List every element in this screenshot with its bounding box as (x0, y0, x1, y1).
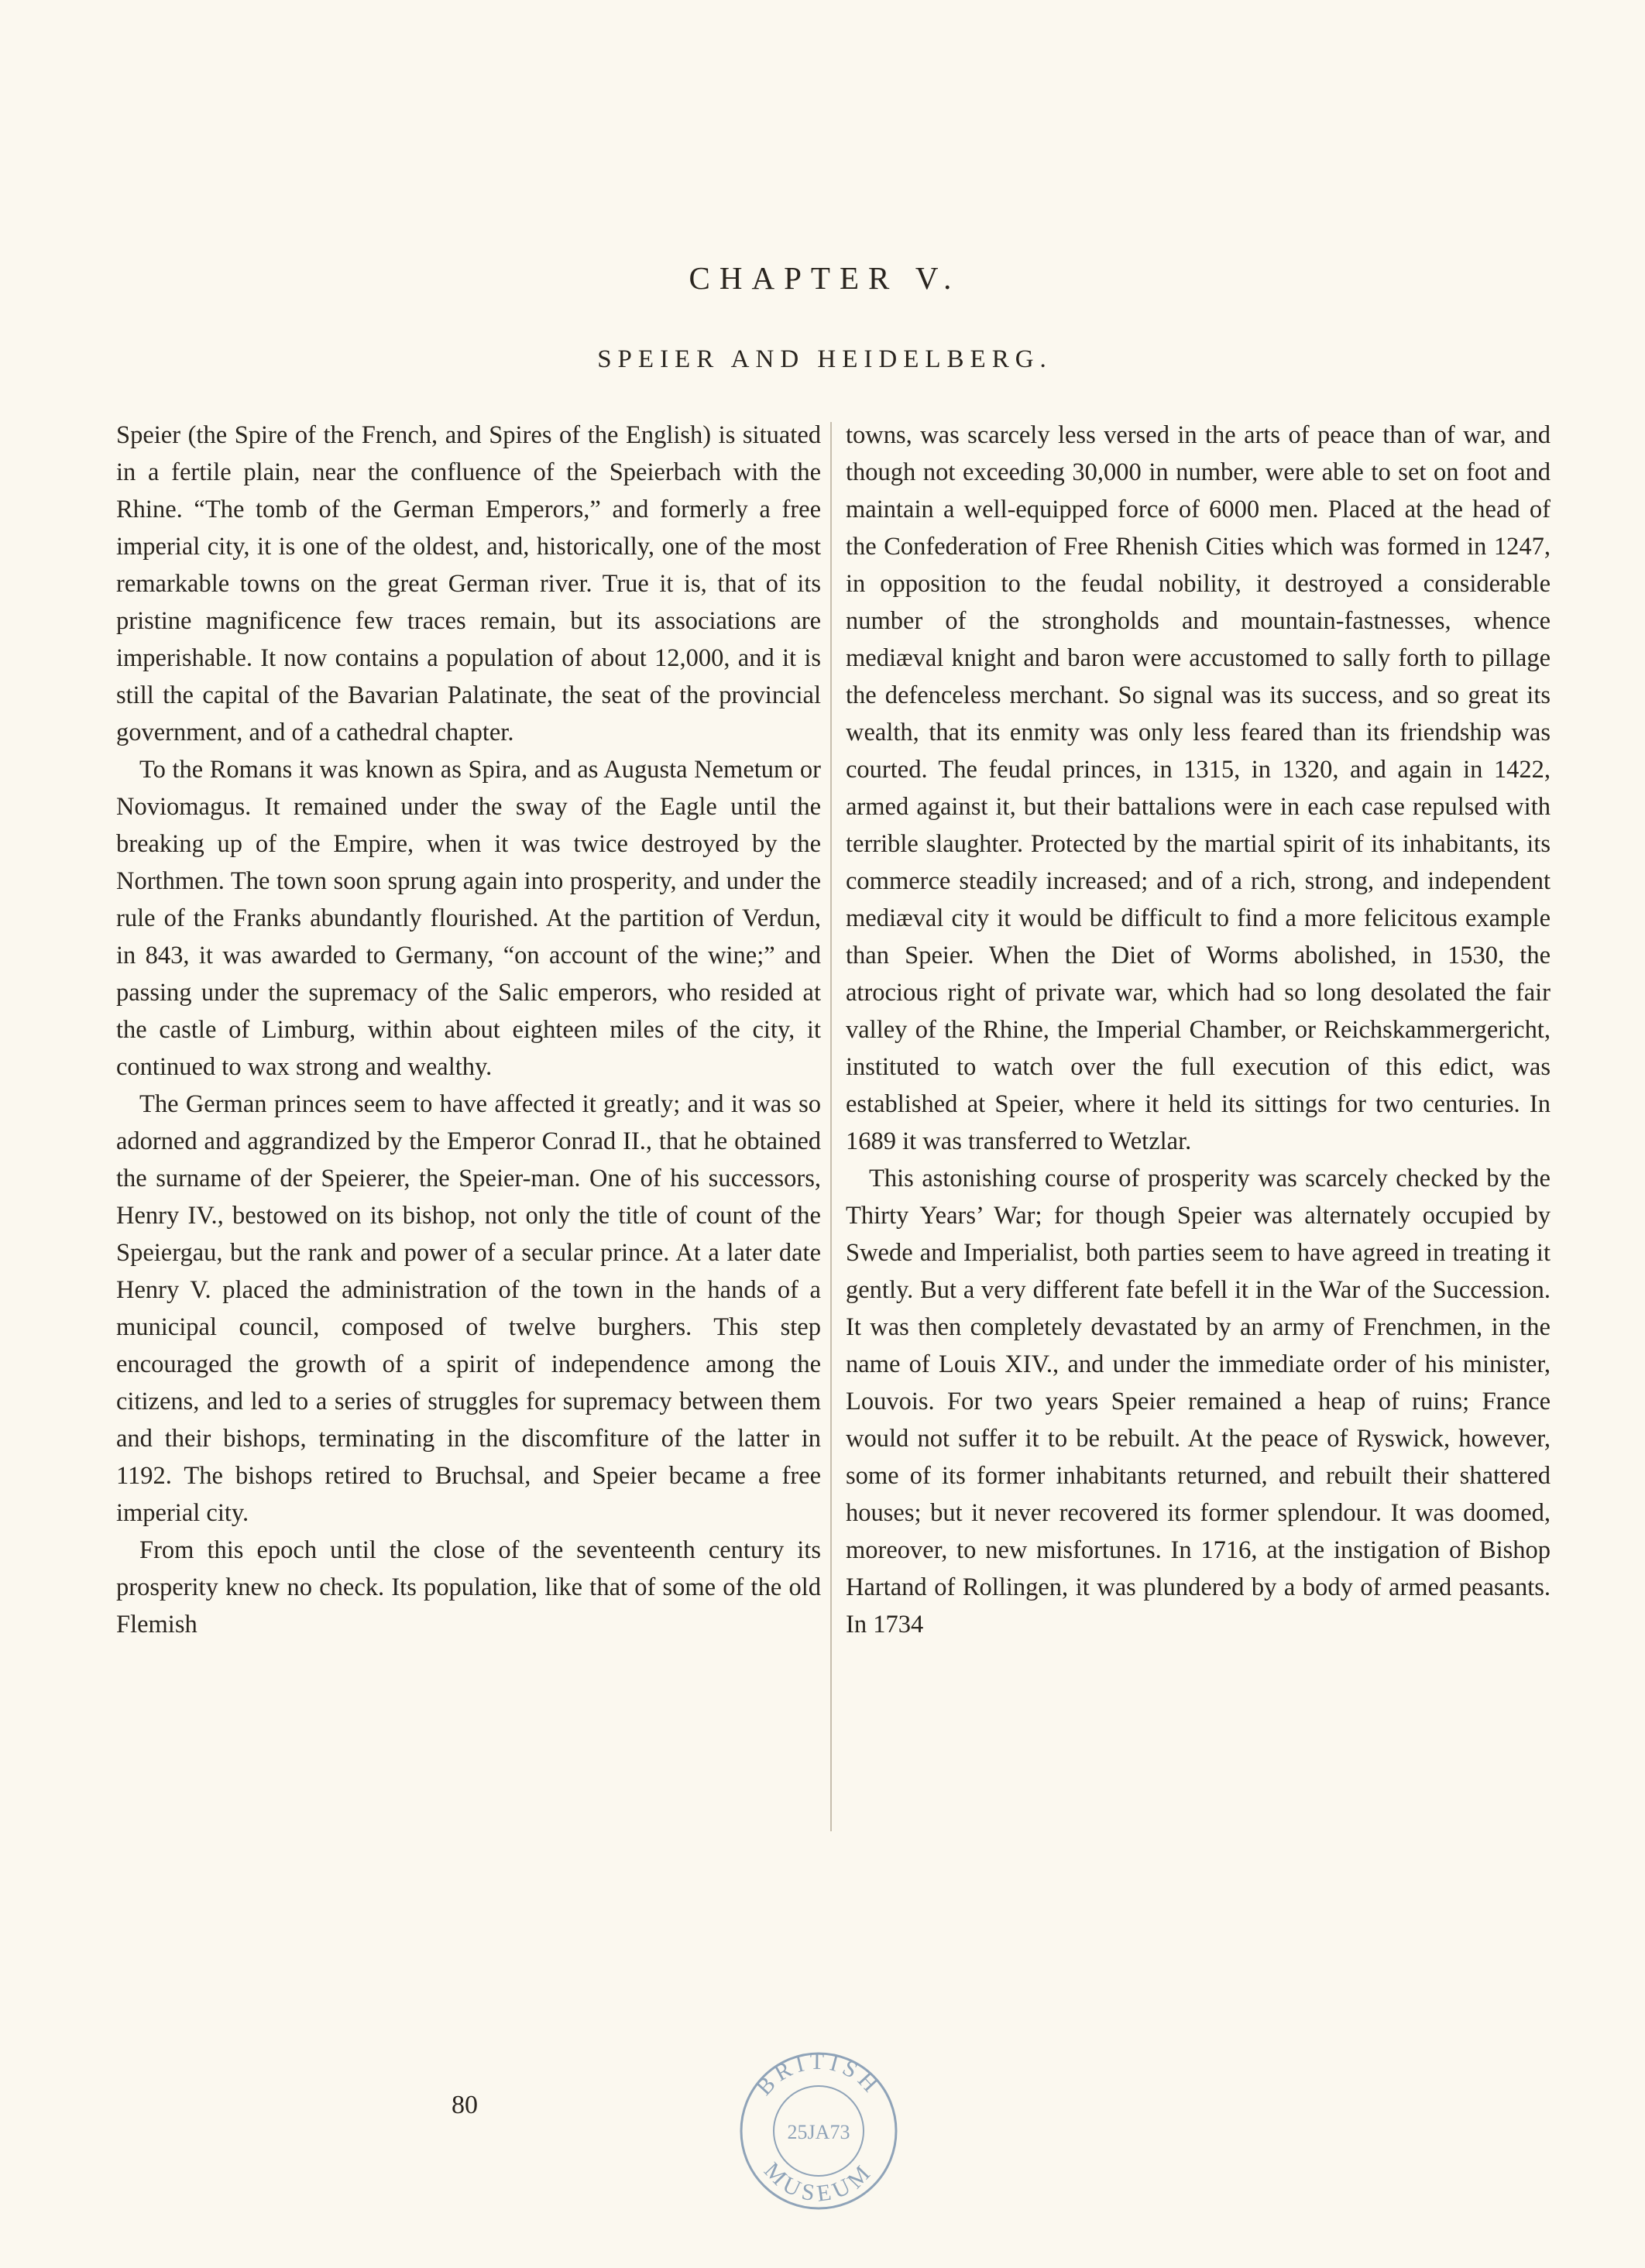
paragraph-5: This astonishing course of prosperity was scarcely checked by the Thirty Years’ War; for though Speier was alternately occupied by Swede and Imperialist, both parties seem to have agreed in treating it gently. But a very different fate befell it in the War of the Succession. It was then completely devastated by an army of Frenchmen, in the name of Louis XIV., and under the immediate order of his minister, Louvois. For two years Speier remained a heap of ruins; France would not suffer it to be rebuilt. At the peace of Ryswick, however, some of its former inhabitants returned, and rebuilt their shattered houses; but it never recovered its former splendour. It was doomed, moreover, to new misfortunes. In 1716, at the instigation of Bishop Hartand of Rollingen, it was plundered by a body of armed peasants. In 1734 (846, 1165, 1551, 1638)
paragraph-4: From this epoch until the close of the seventeenth century its prosperity knew no check. Its population, like that of some of the old Flemish (116, 1536, 821, 1638)
chapter-heading: CHAPTER V. (689, 260, 961, 296)
column-divider (830, 422, 832, 1831)
library-stamp (732, 2044, 906, 2218)
svg-text:MUSEUM: MUSEUM (759, 2157, 878, 2207)
stamp-date: 25JA73 (787, 2121, 850, 2143)
svg-text:BRITISH: BRITISH (750, 2048, 886, 2101)
paragraph-3: The German princes seem to have affected it greatly; and it was so adorned and aggrandized by the Emperor Conrad II., that he obtained the surname of der Speierer, the Speier-man. One of his successors, Henry IV., bestowed on its bishop, not only the title of count of the Speiergau, but the rank and power of a secular prince. At a later date Henry V. placed the administration of the town in the hands of a municipal council, composed of twelve burghers. This step encouraged the growth of a spirit of independence among the citizens, and led to a series of struggles for supremacy between them and their bishops, terminating in the discomfiture of the latter in 1192. The bishops retired to Bruchsal, and Speier became a free imperial city. (116, 1090, 821, 1527)
museum-stamp-icon (732, 2044, 906, 2218)
chapter-title: SPEIER AND HEIDELBERG. (597, 345, 1053, 373)
paragraph-1: Speier (the Spire of the French, and Spires of the English) is situated in a fertile plain, near the confluence of the Speierbach with the Rhine. “The tomb of the German Emperors,” and formerly a free imperial city, it is one of the oldest, and, historically, one of the most remarkable towns on the great German river. True it is, that of its pristine magnificence few traces remain, but its associations are imperishable. It now contains a population of about 12,000, and it is still the capital of the Bavarian Palatinate, the seat of the provincial government, and of a cathedral chapter. (116, 421, 821, 746)
page-number: 80 (452, 2091, 478, 2119)
paragraph-4-continued: towns, was scarcely less versed in the arts of peace than of war, and though not exceeding 30,000 in number, were able to set on foot and maintain a well-equipped force of 6000 men. Placed at the head of the Confederation of Free Rhenish Cities which was formed in 1247, in opposition to the feudal nobility, it destroyed a considerable number of the strongholds and mountain-fastnesses, whence mediæval knight and baron were accustomed to sally forth to pillage the defenceless merchant. So signal was its success, and so great its wealth, that its enmity was only less feared than its friendship was courted. The feudal princes, in 1315, in 1320, and again in 1422, armed against it, but their battalions were in each case repulsed with terrible slaughter. Protected by the martial spirit of its inhabitants, its commerce steadily increased; and of a rich, strong, and independent mediæval city it would be difficult to find a more felicitous example than Speier. When the Diet of Worms abolished, in 1530, the atrocious right of private war, which had so long desolated the fair valley of the Rhine, the Imperial Chamber, or Reichskammergericht, instituted to watch over the full execution of this edict, was established at Speier, where it held its sittings for two centuries. In 1689 it was transferred to Wetzlar. (846, 421, 1551, 1155)
left-column (116, 417, 821, 1643)
paragraph-2: To the Romans it was known as Spira, and as Augusta Nemetum or Noviomagus. It remained under the sway of the Eagle until the breaking up of the Empire, when it was twice destroyed by the Northmen. The town soon sprung again into prosperity, and under the rule of the Franks abundantly flourished. At the partition of Verdun, in 843, it was awarded to Germany, “on account of the wine;” and passing under the supremacy of the Salic emperors, who resided at the castle of Limburg, within about eighteen miles of the city, it continued to wax strong and wealthy. (116, 756, 821, 1081)
right-column (846, 417, 1551, 1643)
